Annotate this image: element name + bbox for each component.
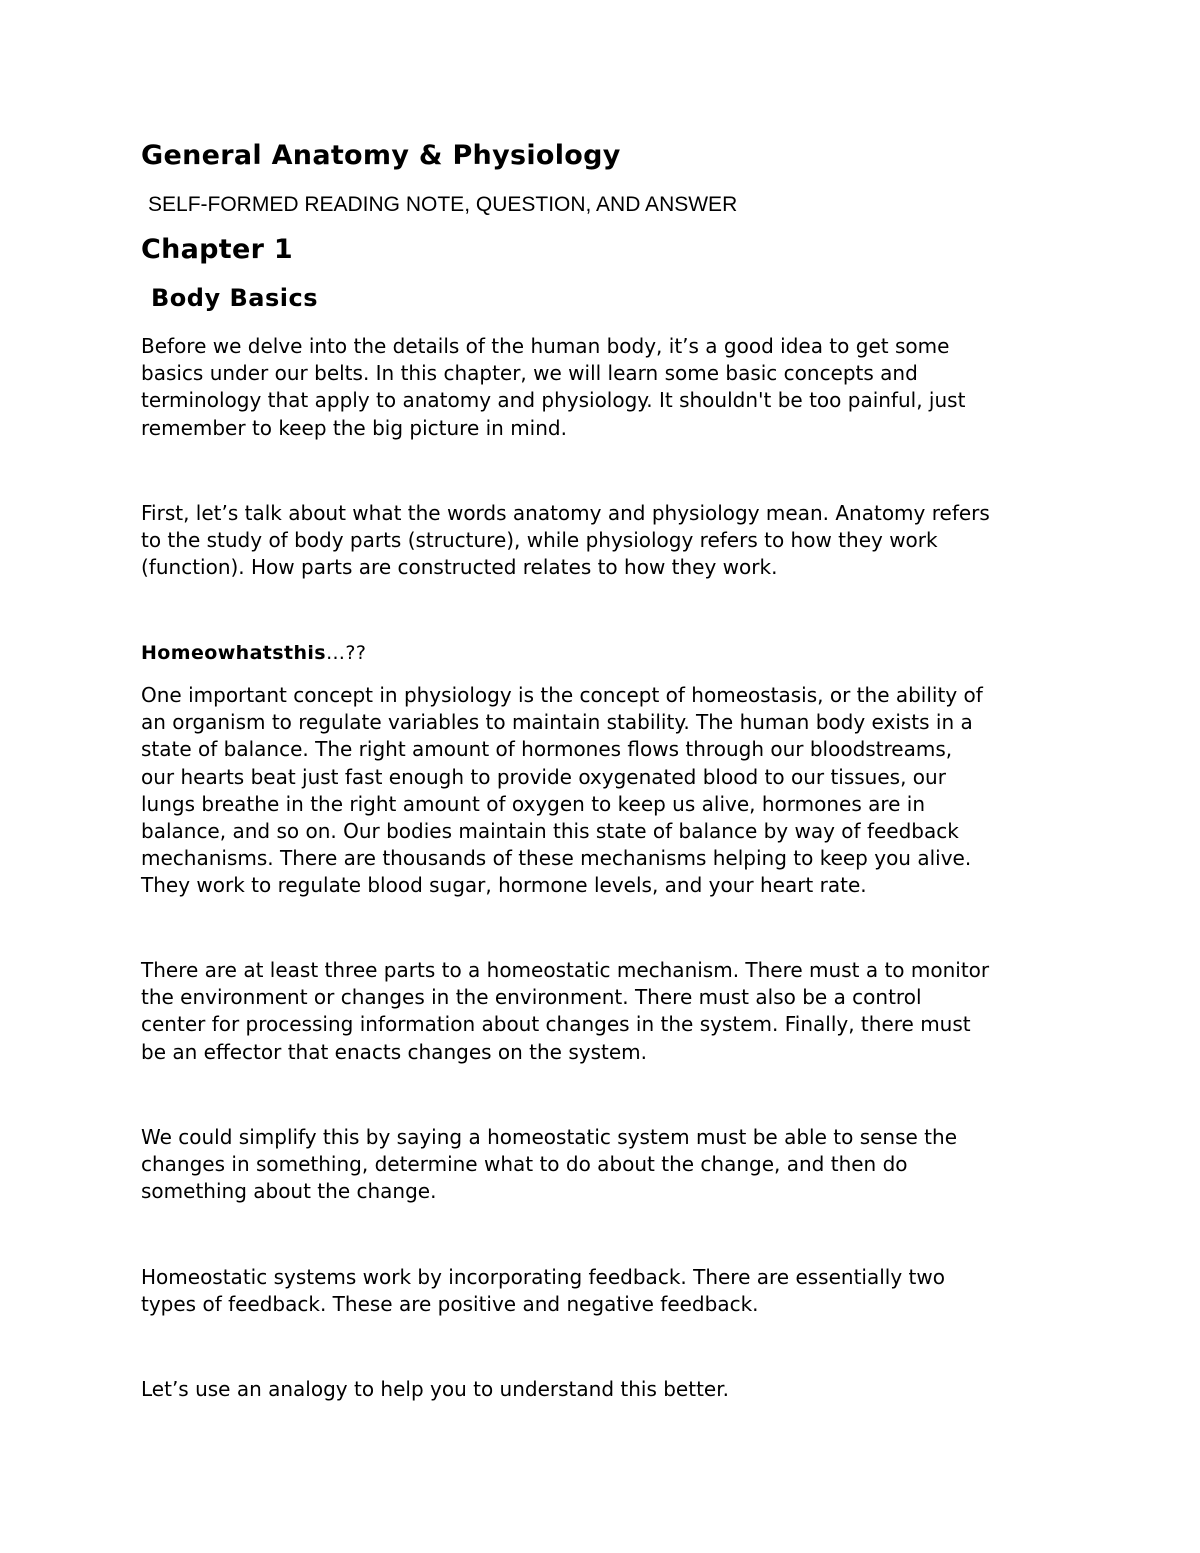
text-line: the environment or changes in the environment. There must also be a control	[141, 985, 922, 1010]
text-line: Let’s use an analogy to help you to understand this better.	[141, 1377, 729, 1401]
text-line: types of feedback. These are positive and negative feedback.	[141, 1292, 759, 1317]
text-line: There are at least three parts to a homeostatic mechanism. There must a to monitor	[141, 958, 990, 982]
text-line: an organism to regulate variables to maintain stability. The human body exists in a	[141, 710, 973, 735]
paragraph-simplify	[141, 1124, 1071, 1206]
text-line: balance, and so on. Our bodies maintain this state of balance by way of feedback	[141, 819, 959, 844]
text-line: mechanisms. There are thousands of these mechanisms helping to keep you alive.	[141, 846, 972, 871]
text-line: They work to regulate blood sugar, hormone levels, and your heart rate.	[141, 873, 867, 898]
text-line: to the study of body parts (structure), while physiology refers to how they work	[141, 528, 938, 553]
text-line: state of balance. The right amount of hormones flows through our bloodstreams,	[141, 737, 953, 762]
paragraph-intro	[141, 333, 1071, 442]
text-line: something about the change.	[141, 1179, 437, 1204]
subheading-bold: Homeowhatsthis	[141, 642, 327, 664]
document-subtitle: SELF-FORMED READING NOTE, QUESTION, AND ANSWER	[148, 193, 738, 216]
text-line: Before we delve into the details of the human body, it’s a good idea to get some	[141, 334, 950, 358]
text-line: (function). How parts are constructed relates to how they work.	[141, 555, 778, 580]
text-line: lungs breathe in the right amount of oxygen to keep us alive, hormones are in	[141, 791, 926, 816]
text-line: center for processing information about changes in the system. Finally, there must	[141, 1012, 971, 1037]
paragraph-definitions	[141, 500, 1071, 582]
text-line: changes in something, determine what to do about the change, and then do	[141, 1152, 908, 1177]
text-line: We could simplify this by saying a homeostatic system must be able to sense the	[141, 1125, 957, 1149]
paragraph-mechanism-parts	[141, 957, 1071, 1066]
paragraph-homeostasis	[141, 682, 1071, 900]
text-line: our hearts beat just fast enough to provide oxygenated blood to our tissues, our	[141, 764, 946, 789]
section-heading: Body Basics	[151, 284, 318, 312]
text-line: terminology that apply to anatomy and physiology. It shouldn't be too painful, just	[141, 388, 966, 413]
text-line: remember to keep the big picture in mind.	[141, 415, 567, 440]
chapter-heading: Chapter 1	[141, 234, 294, 265]
paragraph-feedback	[141, 1264, 1071, 1318]
text-line: be an effector that enacts changes on the system.	[141, 1039, 648, 1064]
subheading-homeostasis	[141, 642, 366, 664]
document-title: General Anatomy & Physiology	[141, 140, 621, 171]
text-line: Homeostatic systems work by incorporating feedback. There are essentially two	[141, 1265, 945, 1289]
paragraph-analogy	[141, 1376, 1071, 1403]
subheading-trail: …??	[326, 642, 367, 664]
text-line: basics under our belts. In this chapter, we will learn some basic concepts and	[141, 361, 918, 386]
text-line: First, let’s talk about what the words anatomy and physiology mean. Anatomy refers	[141, 501, 990, 525]
text-line: One important concept in physiology is the concept of homeostasis, or the ability of	[141, 683, 983, 707]
